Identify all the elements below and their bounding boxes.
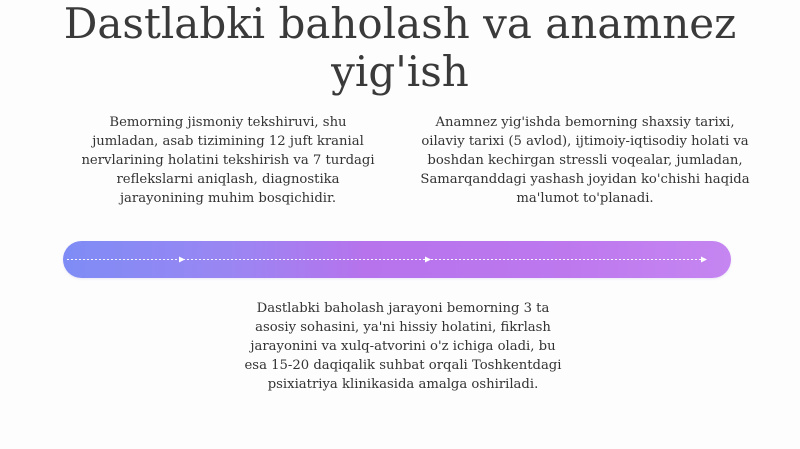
timeline-bar [63,241,731,278]
timeline-arrow-icon [179,257,185,263]
slide-title: Dastlabki baholash va anamnez yig'ish [63,0,737,96]
timeline-arrow-line [63,241,731,278]
paragraph-anamnesis: Anamnez yig'ishda bemorning shaxsiy tarixi, oilaviy tarixi (5 avlod), ijtimoiy-iqtisodiy holati va boshdan kechirgan stressli voqealar, jumladan, Samarqanddagi yashash joyidan ko'chishi haqida ma'lumot to'planadi. [420,115,750,206]
timeline-arrow-icon [701,257,707,263]
paragraph-assessment: Dastlabki baholash jarayoni bemorning 3 ta asosiy sohasini, ya'ni hissiy holatini, fikrlash jarayonini va xulq-atvorini o'z ichiga oladi, bu esa 15-20 daqiqalik suhbat orqali Toshkentdagi psixiatriya klinikasida amalga oshiriladi. [244,301,562,392]
paragraph-physical-exam: Bemorning jismoniy tekshiruvi, shu jumladan, asab tizimining 12 juft kranial nervlarining holatini tekshirish va 7 turdagi reflekslarni aniqlash, diagnostika jarayonining muhim bosqichidir. [81,115,375,206]
timeline-arrow-icon [425,257,431,263]
